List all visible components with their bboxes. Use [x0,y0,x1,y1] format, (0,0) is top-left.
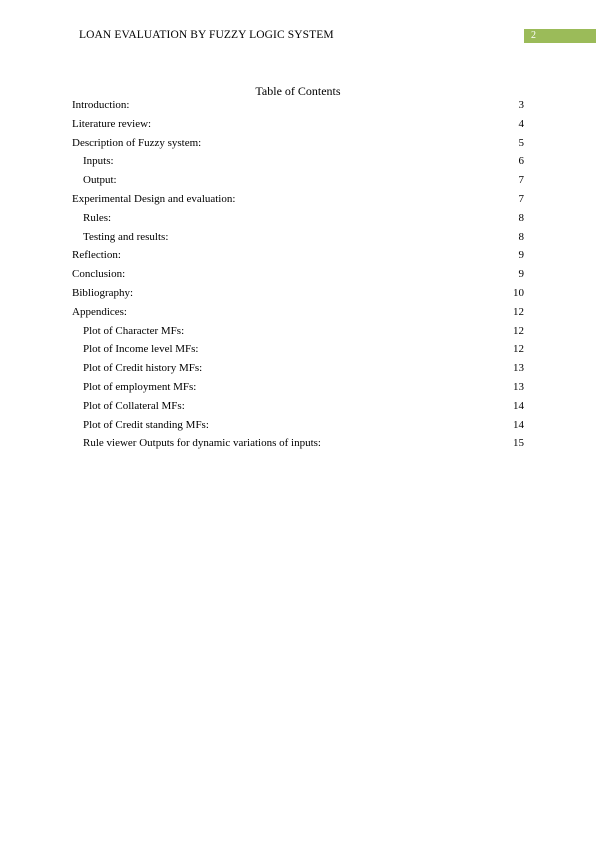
toc-entry[interactable] [72,171,524,190]
toc-entry-label: Output: [83,174,117,187]
toc-entry[interactable] [72,397,524,416]
toc-entry-page-number: 13 [513,380,524,393]
toc-entry-label: Plot of Credit history MFs: [83,362,203,375]
toc-entry-label: Plot of employment MFs: [83,380,197,393]
toc-entry-label: Inputs: [83,155,114,168]
table-of-contents [72,96,524,453]
toc-entry[interactable] [72,303,524,322]
toc-entry[interactable] [72,152,524,171]
toc-entry-page-number: 12 [513,343,524,356]
toc-entry[interactable] [72,322,524,341]
toc-entry-page-number: 12 [513,324,524,337]
toc-entry-label: Appendices: [72,305,127,318]
toc-entry-label: Rule viewer Outputs for dynamic variations of inputs: [83,437,321,450]
toc-heading-text: Table of Contents [255,84,341,98]
toc-entry-page-number: 14 [513,399,524,412]
toc-entry-label: Plot of Collateral MFs: [83,399,185,412]
toc-entry-page-number: 9 [518,249,524,262]
toc-entry-page-number: 5 [518,136,524,149]
toc-entry-page-number: 13 [513,362,524,375]
toc-entry[interactable] [72,340,524,359]
toc-entry[interactable] [72,246,524,265]
toc-entry[interactable] [72,115,524,134]
header-title: LOAN EVALUATION BY FUZZY LOGIC SYSTEM [79,29,334,41]
toc-entry-label: Conclusion: [72,268,126,281]
toc-entry[interactable] [72,434,524,453]
toc-entry[interactable] [72,416,524,435]
toc-entry-page-number: 15 [513,437,524,450]
toc-entry[interactable] [72,209,524,228]
toc-entry[interactable] [72,378,524,397]
toc-entry[interactable] [72,359,524,378]
toc-entry-label: Plot of Character MFs: [83,324,185,337]
toc-entry-label: Testing and results: [83,230,169,243]
toc-entry-label: Introduction: [72,99,130,111]
toc-entry-label: Description of Fuzzy system: [72,136,202,149]
toc-entry-page-number: 7 [518,192,524,205]
toc-entry[interactable] [72,134,524,153]
toc-entry-label: Literature review: [72,117,152,130]
toc-entry-page-number: 10 [513,286,524,299]
toc-entry[interactable] [72,228,524,247]
toc-entry[interactable] [72,265,524,284]
toc-entry-page-number: 14 [513,418,524,431]
toc-entry-page-number: 8 [518,230,524,243]
toc-entry-label: Plot of Credit standing MFs: [83,418,209,431]
toc-entry-label: Reflection: [72,249,121,262]
toc-entry-label: Bibliography: [72,286,134,299]
toc-entry-page-number: 6 [518,155,524,168]
toc-entry-label: Plot of Income level MFs: [83,343,199,356]
toc-entry-page-number: 8 [518,211,524,224]
toc-entry[interactable] [72,284,524,303]
toc-entry-label: Rules: [83,211,112,224]
toc-entry-label: Experimental Design and evaluation: [72,192,236,205]
toc-entry[interactable] [72,190,524,209]
page-number-badge [524,29,596,43]
toc-entry-page-number: 3 [518,99,524,111]
toc-entry-page-number: 9 [518,268,524,281]
toc-entry[interactable] [72,96,524,115]
toc-entry-page-number: 7 [518,174,524,187]
toc-entry-page-number: 12 [513,305,524,318]
toc-entry-page-number: 4 [518,117,524,130]
page-number: 2 [531,30,536,41]
